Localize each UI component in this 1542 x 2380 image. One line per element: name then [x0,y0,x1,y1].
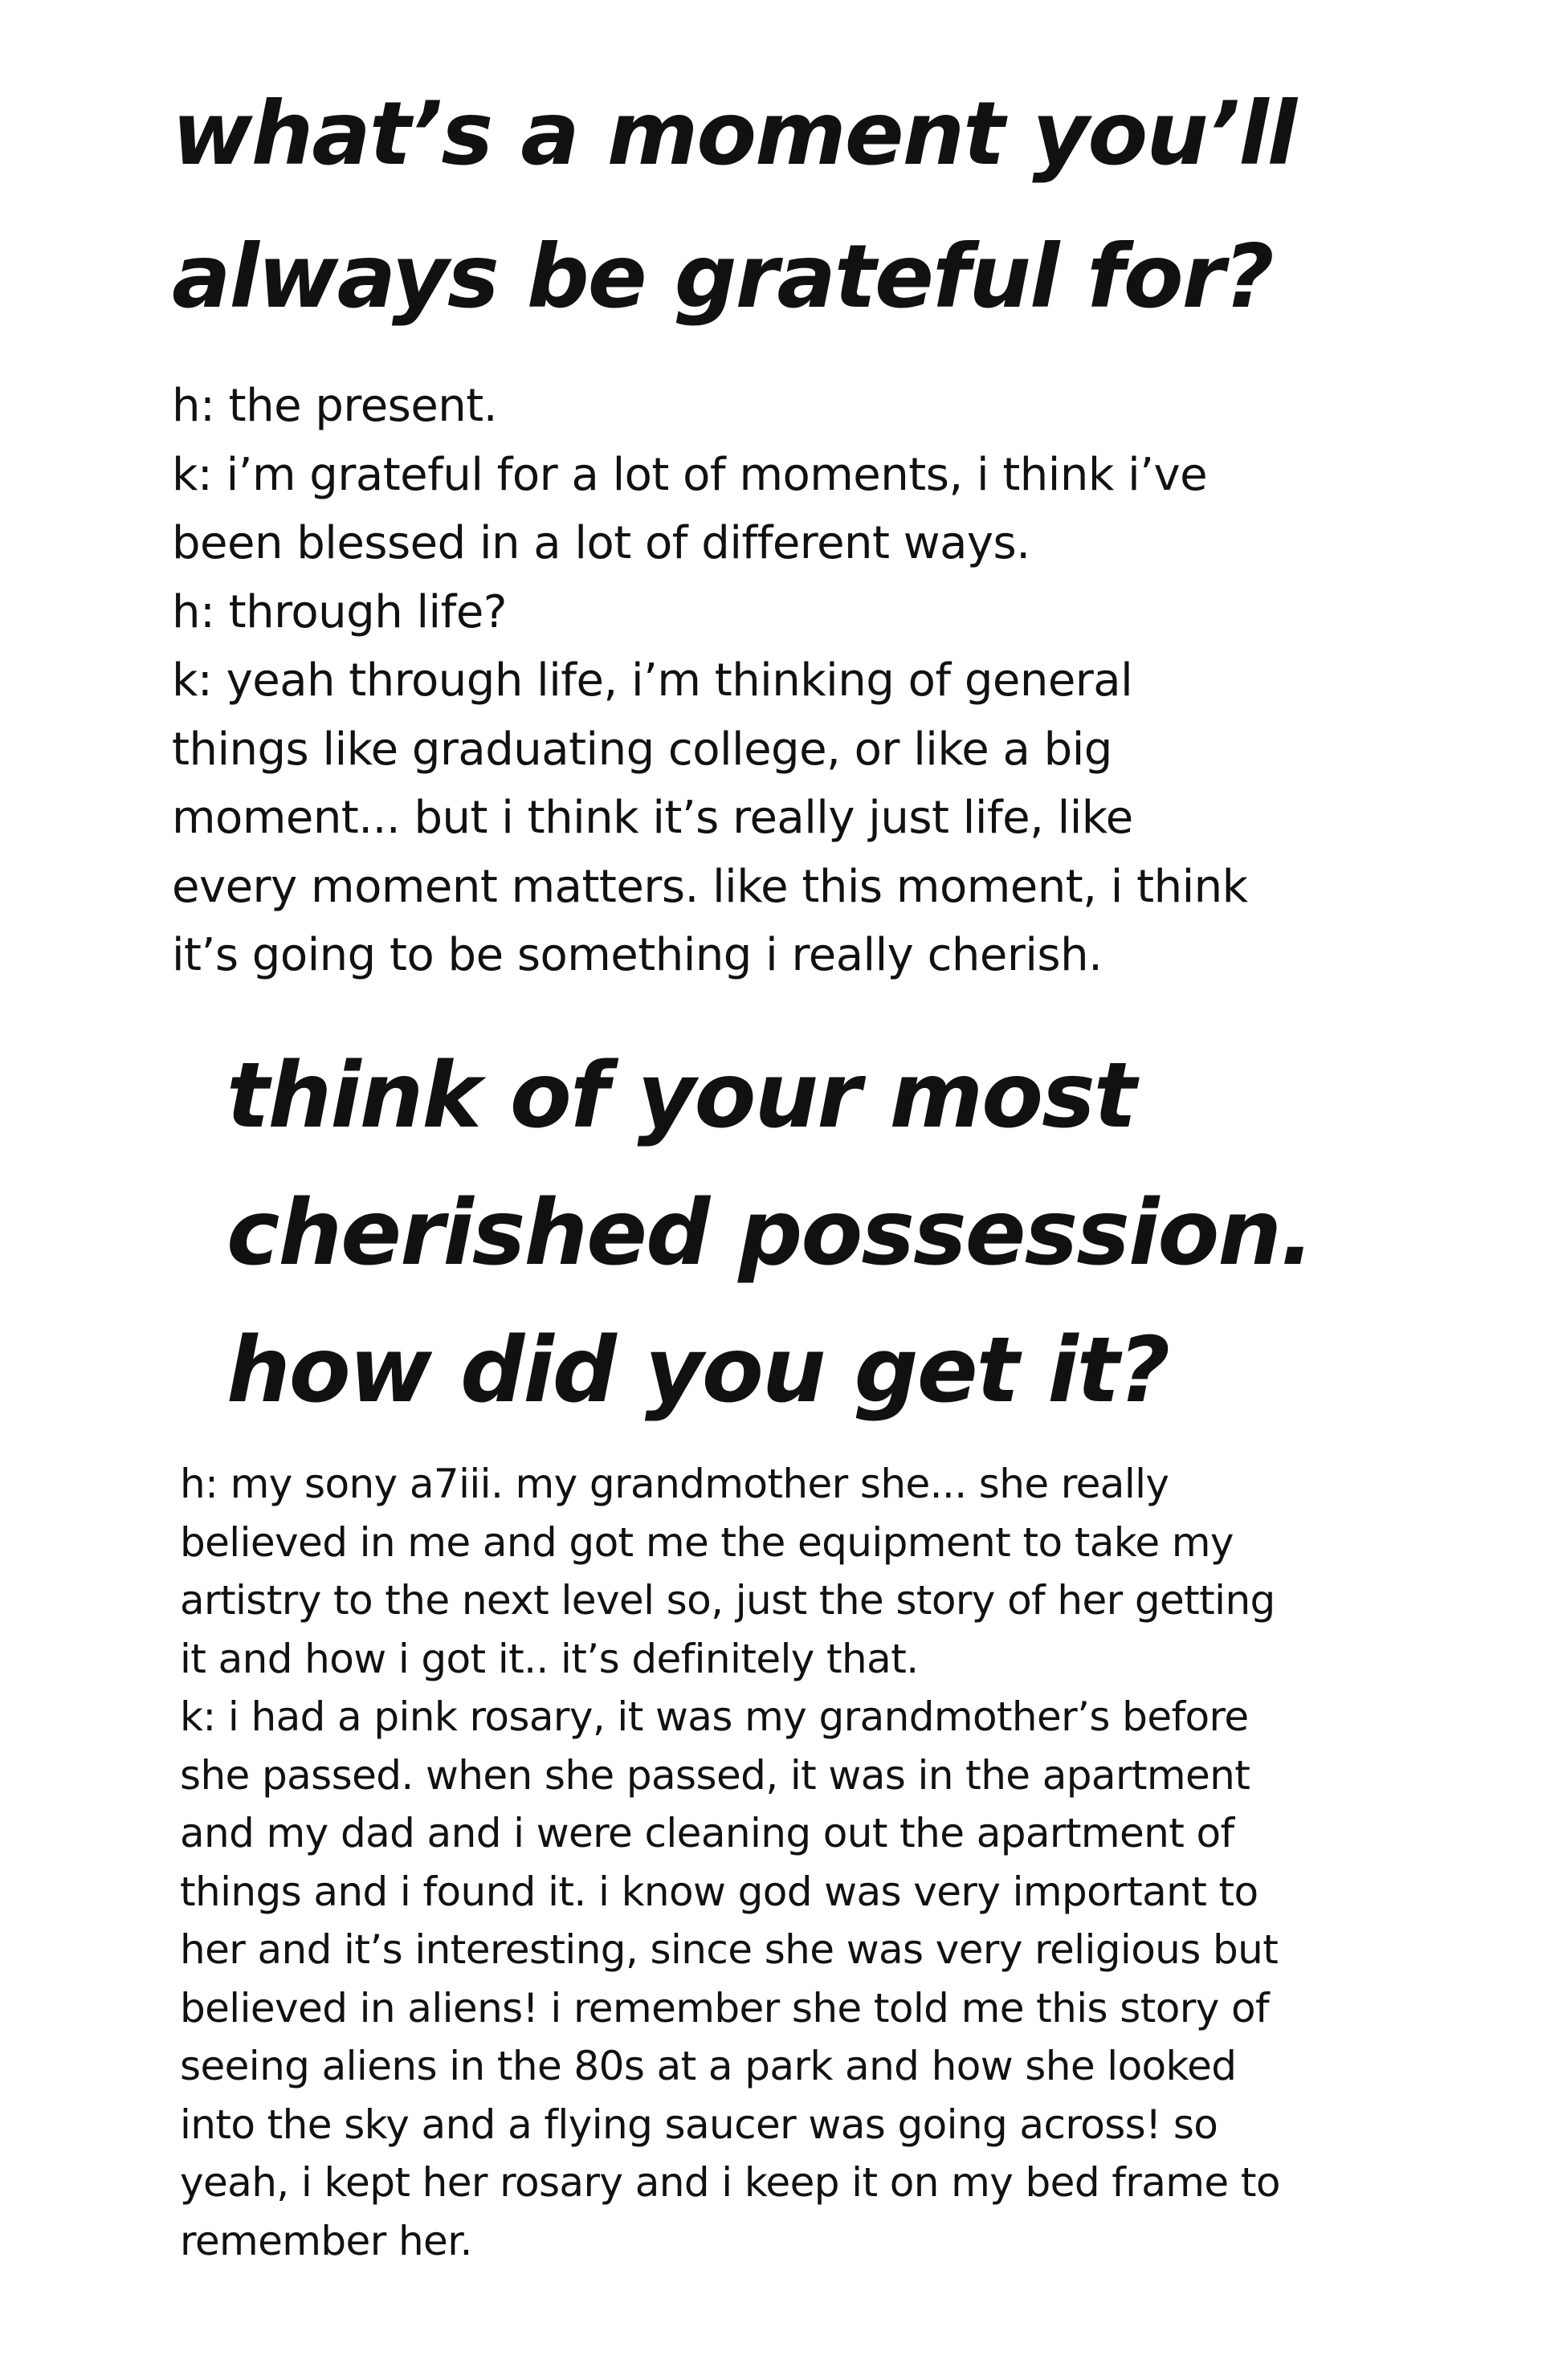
answer-1-line: h: the present. [172,380,498,432]
answer-1-line: every moment matters. like this moment, i think [172,860,1248,913]
answer-1-line: h: through life? [172,585,508,638]
answer-2-line: believed in aliens! i remember she told me this story of [180,1984,1269,2032]
question-2-line: think of your most [226,1044,1136,1148]
answer-2-line: her and it’s interesting, since she was very religious but [180,1926,1279,1973]
answer-2-line: seeing aliens in the 80s at a park and how she looked [180,2043,1237,2089]
answer-2-line: she passed. when she passed, it was in the apartment [180,1751,1250,1799]
answer-1-line: k: i’m grateful for a lot of moments, i think i’ve [172,448,1208,501]
answer-2-line: h: my sony a7iii. my grandmother she... she really [180,1461,1169,1507]
question-1-line: what’s a moment you’ll [172,83,1295,185]
question-1-heading [172,63,1457,348]
answer-2-line: it and how i got it.. it’s definitely that. [180,1635,919,1682]
question-2-heading [226,1028,1511,1440]
answer-1-line: moment... but i think it’s really just life, like [172,792,1133,844]
question-2-line: cherished possession. [226,1181,1313,1286]
question-1-line: always be grateful for? [172,226,1273,328]
answer-1-text [172,372,1409,990]
answer-2-line: k: i had a pink rosary, it was my grandmother’s before [180,1693,1249,1740]
answer-1-line: things like graduating college, or like a big [172,723,1112,776]
answer-2-line: yeah, i kept her rosary and i keep it on my bed frame to [180,2159,1280,2206]
answer-2-line: and my dad and i were cleaning out the apartment of [180,1810,1234,1856]
answer-2-line: remember her. [180,2217,472,2264]
answer-2-line: artistry to the next level so, just the story of her getting [180,1577,1275,1624]
answer-2-line: things and i found it. i know god was very important to [180,1868,1258,1915]
answer-1-line: been blessed in a lot of different ways. [172,517,1030,569]
answer-1-line: it’s going to be something i really cherish. [172,929,1103,981]
answer-2-line: believed in me and got me the equipment to take my [180,1518,1234,1566]
answer-1-line: k: yeah through life, i’m thinking of general [172,654,1133,707]
question-2-line: how did you get it? [226,1318,1169,1423]
answer-2-text [180,1455,1465,2270]
answer-2-line: into the sky and a flying saucer was going across! so [180,2101,1218,2148]
